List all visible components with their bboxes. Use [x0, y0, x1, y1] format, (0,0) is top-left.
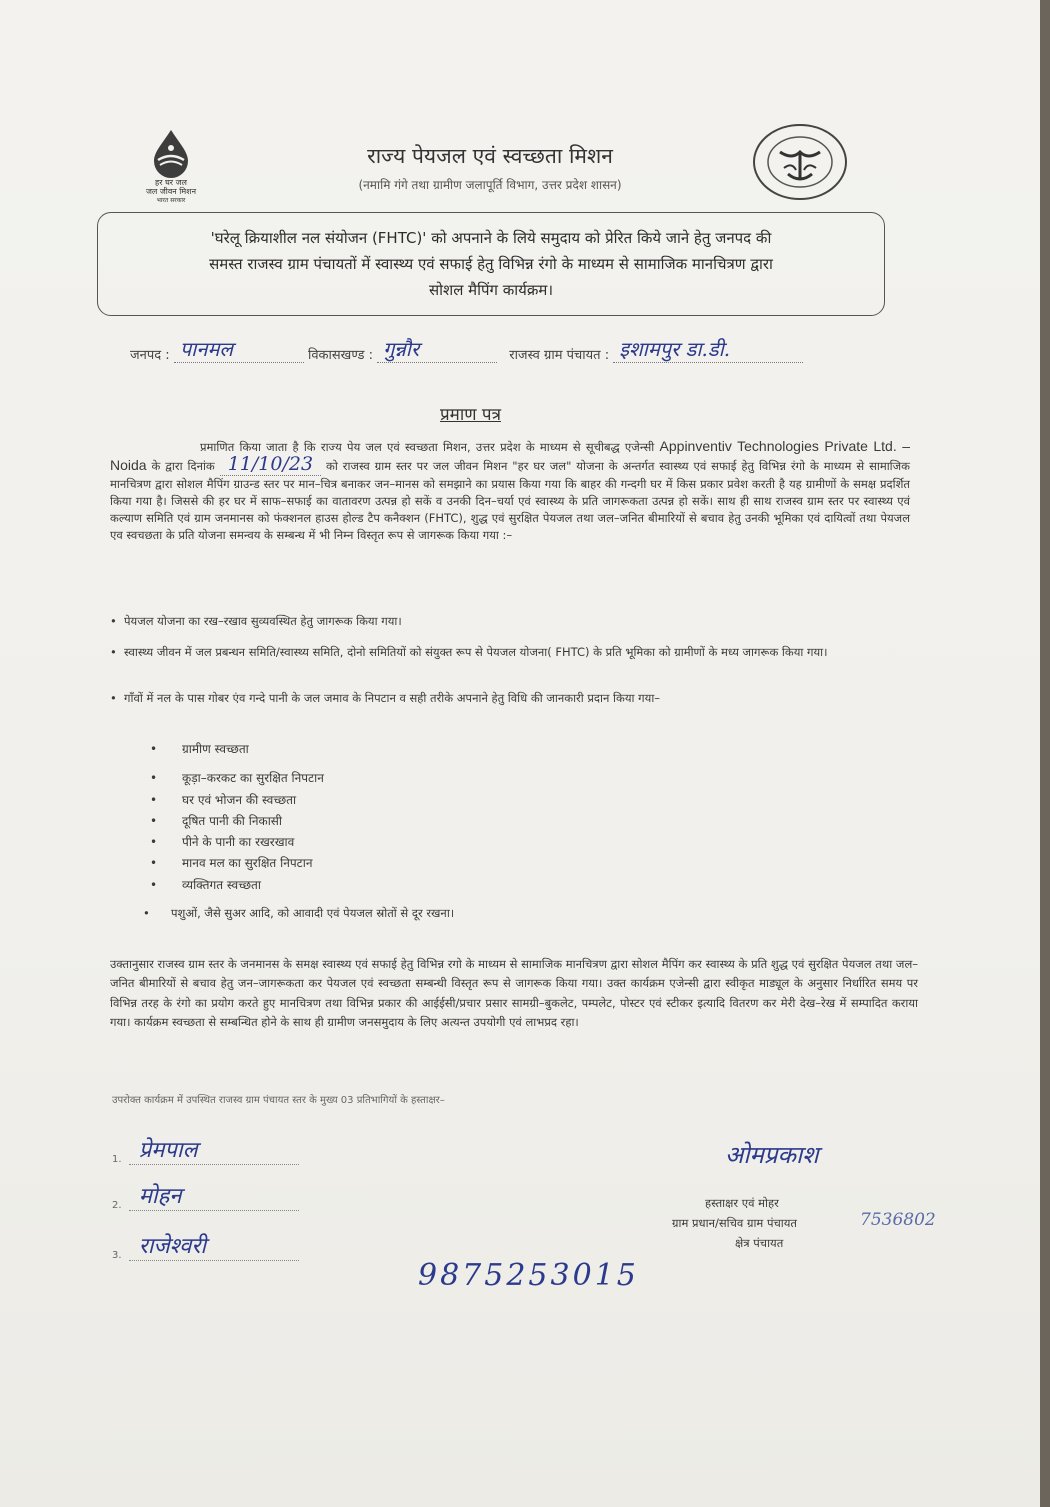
authority-phone: 7536802: [860, 1210, 936, 1230]
kshetra-panchayat-label: क्षेत्र पंचायत: [735, 1236, 784, 1250]
logo-caption-2: जल जीवन मिशन: [145, 187, 197, 196]
body-continuation: को राजस्व ग्राम स्तर पर जल जीवन मिशन "हर घर जल" योजना के अन्तर्गत स्वास्थ्य एवं सफाई हेतु विभिन्न रंगो के माध्यम से सामाजिक मानचित्रण द्वारा सोशल मैपिंग ग्राउन्ड स्तर पर मान–चित्र बनाकर जन–मानस को समझाने का प्रयास किया गया कि बाहर की गन्दगी घर में किस प्रकार प्रवेश करती है यह ग्रामीणों के समक्ष प्रदर्शित किया गया है। जिससे की हर घर में साफ–सफाई का वातावरण उत्पन्न हो सकें व उनकी दिन–चर्या एवं स्वास्थ्य के प्रति जागरूकता उत्पन्न हो सकें। साथ ही साथ राजस्व ग्राम स्तर पर स्वास्थ्य एवं कल्याण समिति एवं ग्राम जनमानस को फंक्शनल हाउस होल्ड टैप कनैक्शन (FHTC), शुद्ध एवं सुरक्षित पेयजल तथा जल–जनित बीमारियों से बचाव हेतु उनकी भूमिका एवं दायित्वों तथा पेयजल एव स्वचछता के प्रति योजना समन्वय के सम्बन्ध में भी निम्न विस्तृत रूप से जागरूक किया गया :–: [110, 459, 911, 543]
participant-3: [112, 1234, 299, 1261]
participant-3-signature: राजेश्वरी: [138, 1234, 207, 1259]
page-edge: [1040, 0, 1050, 1507]
janpad-field: [174, 337, 304, 363]
participant-1-num: 1.: [112, 1154, 122, 1165]
sanitation-topics-list: [150, 740, 324, 897]
logo-caption-1: हर घर जल: [155, 178, 187, 187]
program-date: 11/10/23: [220, 453, 321, 476]
participant-1: [112, 1138, 299, 1165]
bullet-2: • स्वास्थ्य जीवन में जल प्रबन्धन समिति/स्वास्थ्य समिति, दोनो समितियों को संयुक्त रूप से पेयजल योजना( FHTC) के प्रति भूमिका को ग्रामीणों के मध्य जागरूक किया गया।: [110, 645, 828, 659]
title-line-3: सोशल मैपिंग कार्यक्रम।: [428, 281, 554, 299]
list-item: • व्यक्तिगत स्वच्छता: [150, 877, 261, 892]
vikaskhand-field: [377, 337, 497, 363]
authority-signature: ओमप्रकाश: [725, 1141, 819, 1169]
title-line-2: समस्त राजस्व ग्राम पंचायतों में स्वास्थ्य एवं सफाई हेतु विभिन्न रंगो के माध्यम से सामाजिक मानचित्रण द्वारा: [209, 255, 773, 273]
bullet-animals-text: पशुओं, जैसे सुअर आदि, को आवादी एवं पेयजल स्रोतों से दूर रखना।: [171, 906, 455, 920]
bullet-2-text: स्वास्थ्य जीवन में जल प्रबन्धन समिति/स्वास्थ्य समिति, दोनो समितियों को संयुक्त रूप से पेयजल योजना( FHTC) के प्रति भूमिका को ग्रामीणों के मध्य जागरूक किया गया।: [124, 645, 828, 659]
vikaskhand-value: गुन्नौर: [383, 337, 420, 361]
janpad-value: पानमल: [179, 337, 233, 361]
participant-2: [112, 1184, 299, 1211]
bullet-1: • पेयजल योजना का रख–रखाव सुव्यवस्थित हेतु जागरूक किया गया।: [110, 614, 402, 628]
list-item: • कूड़ा–करकट का सुरक्षित निपटान: [150, 771, 324, 786]
sign-seal-label: हस्ताक्षर एवं मोहर: [705, 1196, 779, 1210]
bullet-3-text: गाँवों में नल के पास गोबर एंव गन्दे पानी के जल जमाव के निपटान व सही तरीके अपनाने हेतु विधि की जानकारी प्रदान किया गया–: [124, 691, 661, 705]
participant-3-num: 3.: [112, 1250, 122, 1261]
list-item: • ग्रामीण स्वच्छता: [150, 742, 249, 756]
participant-phone: 9875253015: [418, 1258, 639, 1293]
water-drop-icon: [148, 128, 194, 178]
panchayat-value: इशामपुर डा.डी.: [619, 337, 731, 361]
bullet-1-text: पेयजल योजना का रख–रखाव सुव्यवस्थित हेतु जागरूक किया गया।: [124, 614, 402, 628]
vikaskhand-label: विकासखण्ड :: [307, 348, 373, 363]
har-ghar-jal-logo: [132, 128, 210, 205]
participants-note: उपरोक्त कार्यक्रम में उपस्थित राजस्व ग्राम पंचायत स्तर के मुख्य 03 प्रतिभागियों के हस्ताक्षर–: [112, 1095, 445, 1106]
panchayat-label: राजस्व ग्राम पंचायत :: [509, 348, 610, 363]
list-item: • पीने के पानी का रखरखाव: [150, 835, 295, 850]
participant-1-signature: प्रेमपाल: [138, 1138, 198, 1163]
list-item: • दूषित पानी की निकासी: [150, 813, 283, 828]
bullet-3: • गाँवों में नल के पास गोबर एंव गन्दे पानी के जल जमाव के निपटान व सही तरीके अपनाने हेतु विधि की जानकारी प्रदान किया गया–: [110, 691, 661, 705]
certificate-body: [110, 438, 910, 545]
participant-2-signature: मोहन: [138, 1184, 182, 1209]
pradhan-label: ग्राम प्रधान/सचिव ग्राम पंचायत: [672, 1216, 797, 1230]
seal-icon: [750, 122, 850, 202]
agency-name: Appinventiv Technologies Private Ltd. – Noida: [110, 438, 910, 474]
header-title: राज्य पेयजल एवं स्वच्छता मिशन: [367, 144, 613, 168]
date-label: के द्वारा दिनांक: [151, 459, 215, 474]
header-subtitle: (नमामि गंगे तथा ग्रामीण जलापूर्ति विभाग, उत्तर प्रदेश शासन): [358, 178, 622, 192]
location-fields: [130, 337, 930, 363]
janpad-label: जनपद :: [130, 348, 170, 363]
list-item: • घर एवं भोजन की स्वच्छता: [150, 792, 297, 807]
certificate-heading: प्रमाण पत्र: [440, 405, 501, 425]
panchayat-field: [613, 337, 803, 363]
closing-paragraph: उक्तानुसार राजस्व ग्राम स्तर के जनमानस के समक्ष स्वास्थ्य एवं सफाई हेतु विभिन्न रगो के माध्यम से सामाजिक मानचित्रण द्वारा सोशल मैपिंग कर स्वास्थ्य के प्रति शुद्ध एवं सुरक्षित पेयजल तथा जल–जनित बीमारियों से बचाव हेतु जन–जागरूकता कर पेयजल एवं स्वच्छता सम्बन्धी विस्तृत रूप से जागरूक किया गया। उक्त कार्यक्रम एजेन्सी द्वारा स्वीकृत माड्यूल के अनुसार निर्धारित समय पर विभिन्न तरह के रंगो का प्रयोग करते हुए मानचित्रण तथा विभिन्न प्रकार की आईईसी/प्रचार प्रसार सामग्री–बुकलेट, पम्पलेट, पोस्टर एवं स्टीकर इत्यादि वितरण कर मेरी देख–रेख में सम्पादित कराया गया। कार्यक्रम स्वच्छता से सम्बन्धित होने के साथ ही ग्रामीण जनसमुदाय के लिए अत्यन्त उपयोगी एवं लाभप्रद रहा।: [110, 957, 918, 1029]
participant-2-num: 2.: [112, 1200, 122, 1211]
program-title-box: [97, 212, 885, 316]
list-item: • मानव मल का सुरक्षित निपटान: [150, 856, 313, 871]
logo-caption-3: भारत सरकार: [156, 197, 186, 204]
up-government-seal: [750, 122, 850, 206]
body-intro: प्रमाणित किया जाता है कि राज्य पेय जल एवं स्वच्छता मिशन, उत्तर प्रदेश के माध्यम से सूचीबद्ध एजेन्सी: [200, 440, 655, 454]
title-line-1: 'घरेलू क्रियाशील नल संयोजन (FHTC)' को अपनाने के लिये समुदाय को प्रेरित किये जाने हेतु जनपद की: [210, 229, 772, 247]
bullet-animals: • पशुओं, जैसे सुअर आदि, को आवादी एवं पेयजल स्रोतों से दूर रखना।: [143, 906, 455, 920]
